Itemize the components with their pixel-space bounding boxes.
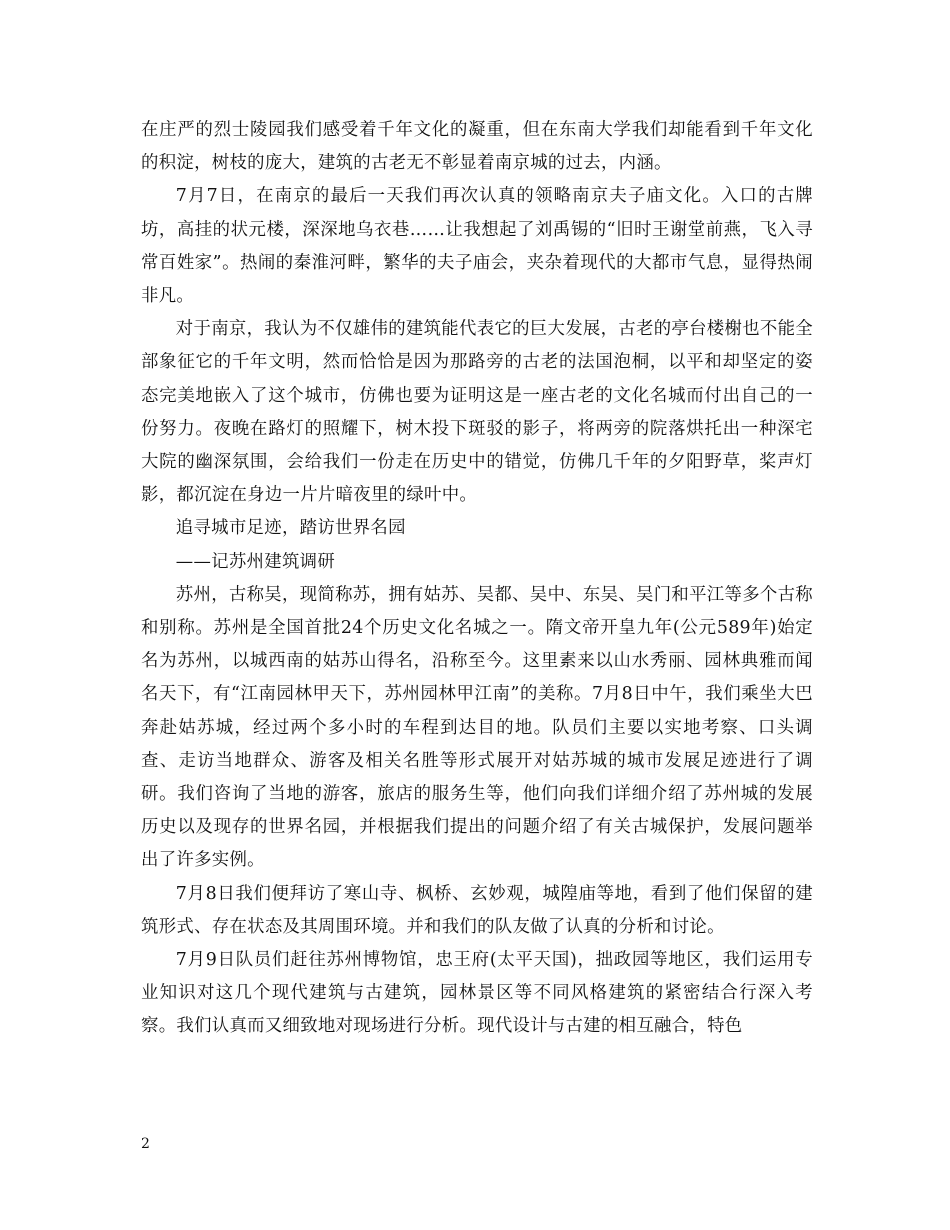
paragraph-july-9: 7月9日队员们赶往苏州博物馆，忠王府(太平天国)，拙政园等地区，我们运用专业知识对这几个现代建筑与古建筑，园林景区等不同风格建筑的紧密结合行深入考察。我们认真而又细致地对现场进行分析。现代设计与古建的相互融合，特色: [141, 950, 813, 1037]
paragraph-nanjing-reflection: 对于南京，我认为不仅雄伟的建筑能代表它的巨大发展，古老的亭台楼榭也不能全部象征它的千年文明，然而恰恰是因为那路旁的古老的法国泡桐，以平和却坚定的姿态完美地嵌入了这个城市，仿佛也要为证明这是一座古老的文化名城而付出自己的一份努力。夜晚在路灯的照耀下，树木投下斑驳的影子，将两旁的院落烘托出一种深宅大院的幽深氛围，会给我们一份走在历史中的错觉，仿佛几千年的夕阳野草，桨声灯影，都沉淀在身边一片片暗夜里的绿叶中。: [141, 319, 813, 506]
paragraph-july-8: 7月8日我们便拜访了寒山寺、枫桥、玄妙观，城隍庙等地，看到了他们保留的建筑形式、存在状态及其周围环境。并和我们的队友做了认真的分析和讨论。: [141, 883, 813, 937]
section-title: 追寻城市足迹，踏访世界名园: [175, 518, 406, 539]
section-subtitle: ——记苏州建筑调研: [175, 551, 336, 572]
paragraph-suzhou-intro: 苏州，古称吴，现简称苏，拥有姑苏、吴都、吴中、东吴、吴门和平江等多个古称和别称。苏州是全国首批24个历史文化名城之一。隋文帝开皇九年(公元589年)始定名为苏州，以城西南的姑苏山得名，沿称至今。这里素来以山水秀丽、园林典雅而闻名天下，有“江南园林甲天下，苏州园林甲江南”的美称。7月8日中午，我们乘坐大巴奔赴姑苏城，经过两个多小时的车程到达目的地。队员们主要以实地考察、口头调查、走访当地群众、游客及相关名胜等形式展开对姑苏城的城市发展足迹进行了调研。我们咨询了当地的游客，旅店的服务生等，他们向我们详细介绍了苏州城的发展历史以及现存的世界名园，并根据我们提出的问题介绍了有关古城保护，发展问题举出了许多实例。: [141, 584, 813, 871]
body-text: [141, 114, 813, 1044]
paragraph-continued: 在庄严的烈士陵园我们感受着千年文化的凝重，但在东南大学我们却能看到千年文化的积淀，树枝的庞大，建筑的古老无不彰显着南京城的过去，内涵。: [141, 120, 813, 174]
paragraph-nanjing-confucius-temple: 7月7日，在南京的最后一天我们再次认真的领略南京夫子庙文化。入口的古牌坊，高挂的状元楼，深深地乌衣巷……让我想起了刘禹锡的“旧时王谢堂前燕，飞入寻常百姓家”。热闹的秦淮河畔，繁华的夫子庙会，夹杂着现代的大都市气息，显得热闹非凡。: [141, 186, 813, 307]
page-number: 2: [141, 1136, 150, 1152]
